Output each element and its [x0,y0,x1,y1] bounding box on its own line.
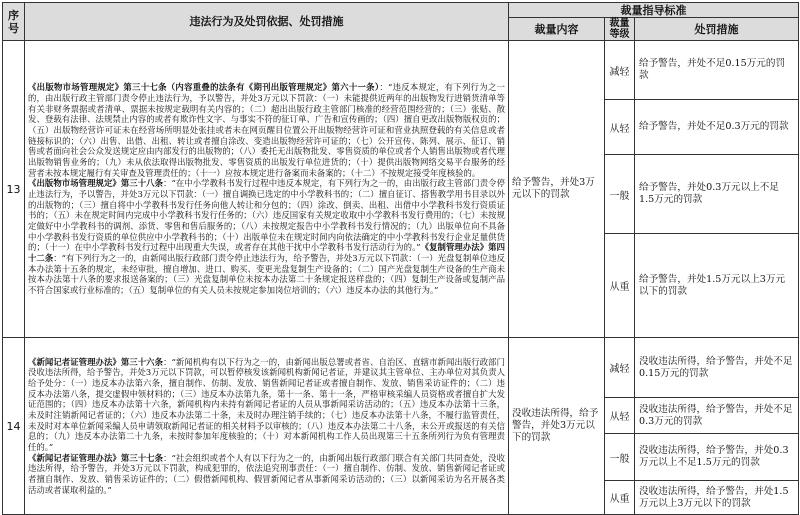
level-measure: 给予警告，并处不足0.15万元的罚款 [635,41,799,100]
level-measure: 给予警告，并处1.5万元以上3万元以下的罚款 [635,234,799,338]
level-measure: 没收违法所得，给予警告，并处0.3万元以上不足1.5万元的罚款 [635,434,799,481]
level-measure: 没收违法所得，给予警告，并处1.5万元以上3万元以下的罚款 [635,481,799,515]
row-number: 14 [3,338,25,515]
level-measure: 给予警告，并处不足0.3万元的罚款 [635,100,799,155]
level-name: 一般 [605,155,635,234]
level-name: 减轻 [605,41,635,100]
level-measure: 没收违法所得，给予警告，并处不足0.3万元的罚款 [635,398,799,434]
header-behavior: 违法行为及处罚依据、处罚措施 [25,3,509,41]
level-name: 从重 [605,234,635,338]
law-paragraph: 《出版物市场管理规定》第三十七条（内容重叠的法条有《期刊出版管理规定》第六十一条）：“违反本规定，有下列行为之一的，由出版行政主管部门责令停止违法行为，予以警告，并处3万元以下罚款：（一）未能提供近两年的出版物发行进销货清单等有关非财务票据或者清单、票据未按规定载明有关内容的；（二）超出出版行政主管部门核准的经营范围经营的；（三）张贴、散发、登载有法律、法规禁止内容的或者有欺诈性文字、与事实不符的征订单、广告和宣传画的；（四）擅自更改出版物版权页的；（五）出版物经营许可证未在经营场所明显处张挂或者未在网页醒目位置公开出版物经营许可证和营业执照登载的有关信息或者链接标识的；（六）出售、出借、出租、转让或者擅自涂改、变造出版物经营许可证的；（七）公开宣传、陈列、展示、征订、销售或者面向社会公众发送规定应由内部发行的出版物的；（八）委托无出版物批发、零售资质的单位或者个人销售出版物或者代理出版物销售业务的；（九）未从依法取得出版物批发、零售资质的出版发行单位进货的；（十）提供出版物网络交易平台服务的经营者未按本规定履行有关审查及管理责任的；（十一）应按本规定进行备案而未备案的；（十二）不按规定接受年度核验的。 [28,82,506,178]
row-number: 13 [3,41,25,338]
level-name: 从重 [605,481,635,515]
level-name: 减轻 [605,338,635,398]
level-measure: 没收违法所得，给予警告，并处不足0.15万元的罚款 [635,338,799,398]
header-guide: 裁量指导标准 [509,3,799,18]
header-level: 裁量等级 [605,18,635,41]
law-paragraph: 《新闻记者证管理办法》第三十七条：“社会组织或者个人有以下行为之一的，由新闻出版行政部门联合有关部门共同查处，没收违法所得，给予警告，并处3万元以下罚款，构成犯罪的，依法追究刑事责任：（一）擅自制作、仿制、发放、销售新闻记者证或者擅自制作、发放、销售采访证件的；（二）假借新闻机构、假冒新闻记者从事新闻采访活动的；（三）以新闻采访为名开展各类活动或者谋取利益的。” [28,452,505,495]
penalty-table [2,2,799,515]
level-name: 从轻 [605,398,635,434]
law-paragraph: 《新闻记者证管理办法》第三十六条：“新闻机构有以下行为之一的，由新闻出版总署或者省、自治区、直辖市新闻出版行政部门没收违法所得，给予警告，并处3万元以下罚款，可以暂停核发该新闻机构新闻记者证，并建议其主管单位、主办单位对其负责人给予处分：（一）违反本办法第六条，擅自制作、仿制、发放、销售新闻记者证或者擅自制作、发放、销售采访证件的；（二）违反本办法第八条，提交虚假申领材料的；（三）违反本办法第九条，第十一条、第十一条，严格审核采编人员资格或者擅自扩大发证范围的；（四）违反本办法第十六条，新闻机构内未持有新闻记者证的人员从事新闻采访活动的；（五）违反本办法第十三条，未及时注销新闻记者证的；（六）违反本办法第二十条，未及时办理注销手续的；（七）违反本办法第十八条，不履行监管责任，未及时对本单位新闻采编人员申请领取新闻记者证的相关材料予以审核的；（八）违反本办法第二十八条，未公开或报送的有关信息的；（九）违反本办法第二十九条，未按时参加年度核验的；（十）对本新闻机构工作人员出现第三十五条所列行为负有管理责任的。” [28,356,505,452]
level-name: 从轻 [605,100,635,155]
law-paragraph: 《出版物市场管理规定》第三十八条：“在中小学教科书发行过程中违反本规定，有下列行为之一的，由出版行政主管部门责令停止违法行为，予以警告，并处3万元以下罚款：（一）擅自调换已选定的中小学教科书的；（二）擅自征订、搭售教学用书目录以外的出版物的；（三）擅自将中小学教科书发行任务向他人转让和分包的；（四）涂改、倒卖、出租、出借中小学教科书发行资质证书的；（五）未在规定时间内完成中小学教科书发行任务的；（六）违反国家有关规定收取中小学教科书发行费用的；（七）未按规定做好中小学教科书的调剂、添货、零售和售后服务的；（八）未按规定报告中小学教科书发行情况的；（九）出版单位向不具备中小学教科书发行资质的单位供应中小学教科书的；（十）出版单位未在规定时间内向依法确定的中小学教科书发行企业足量供货的；（十一）在中小学教科书发行过程中出现重大失误，或者存在其他干扰中小学教科书发行活动行为的。”《复制管理办法》第四十二条：“有下列行为之一的，由新闻出版行政部门责令停止违法行为，给予警告，并处3万元以下罚款：（一）光盘复制单位违反本办法第十五条的规定，未经审批，擅自增加、进口、购买、变更光盘复制生产设备的；（二）国产光盘复制生产设备的生产商未按本办法第十八条的要求报送备案的；（三）光盘复制单位未按本办法第二十条规定报送样盘的；（四）复制生产设备或复制产品不符合国家或行业标准的；（五）复制单位的有关人员未按规定参加岗位培训的；（六）违反本办法的其他行为。” [28,178,505,295]
header-measure: 处罚措施 [635,18,799,41]
discretion-content: 给予警告，并处3万元以下的罚款 [509,41,605,338]
header-content: 裁量内容 [509,18,605,41]
level-name: 一般 [605,434,635,481]
law-text [25,41,509,338]
law-text [25,338,509,515]
discretion-content: 没收违法所得，给予警告，并处3万元以下的罚款 [509,338,605,515]
level-measure: 给予警告，并处0.3万元以上不足1.5万元的罚款 [635,155,799,234]
header-seq: 序号 [3,3,25,41]
